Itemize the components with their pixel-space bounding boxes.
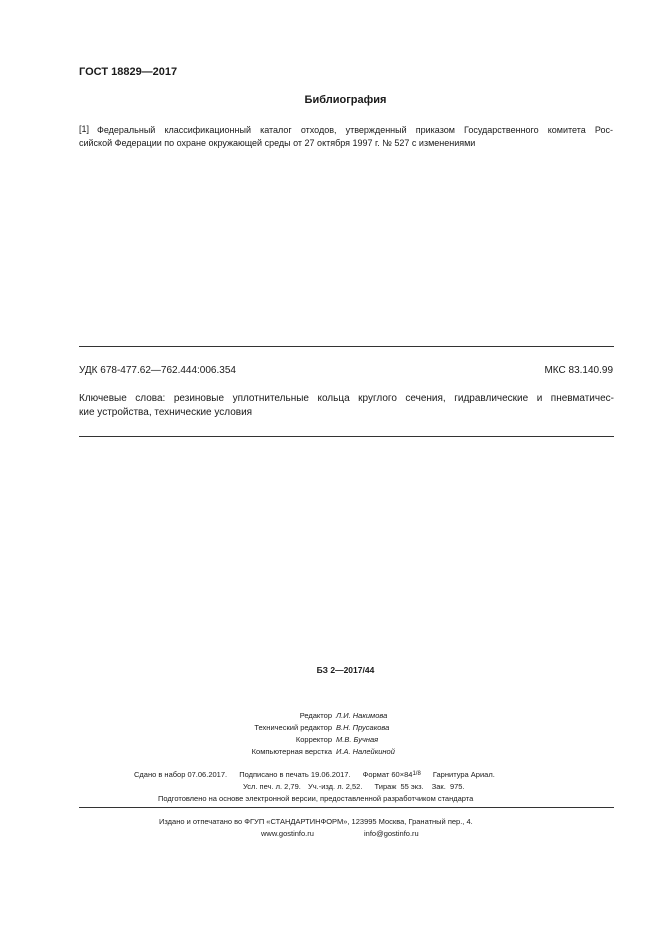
credit-role: Корректор: [295, 735, 332, 744]
mks-code: МКС 83.140.99: [544, 365, 613, 376]
imprint-run: Тираж 55 экз.: [374, 782, 424, 791]
imprint-line-2: [243, 782, 465, 791]
bibliography-entry-line-1: Федеральный классификационный каталог отходов, утвержденный приказом Государственного комитета Рос-: [97, 125, 613, 135]
keywords: [79, 392, 614, 420]
bibliography-title: Библиография: [304, 94, 387, 106]
divider-bottom: [79, 807, 614, 808]
bz-number: БЗ 2—2017/44: [316, 665, 375, 675]
imprint-sheets: Усл. печ. л. 2,79.: [243, 782, 301, 791]
credit-name: И.А. Налейкиной: [336, 747, 395, 756]
imprint-format-fraction: 1/8: [412, 771, 421, 777]
credit-layout: [212, 747, 395, 756]
imprint-signed: Подписано в печать 19.06.2017.: [239, 770, 351, 779]
email-link[interactable]: info@gostinfo.ru: [364, 829, 419, 838]
credit-name: В.Н. Прусакова: [336, 723, 390, 732]
credit-role: Компьютерная верстка: [251, 747, 332, 756]
credit-role: Технический редактор: [254, 723, 332, 732]
imprint-format: Формат 60×84: [362, 770, 413, 779]
bibliography-entry-number: [1]: [79, 124, 90, 134]
imprint-typeface: Гарнитура Ариал.: [432, 770, 495, 779]
divider-middle: [79, 436, 614, 437]
keywords-line-2: кие устройства, технические условия: [79, 407, 253, 418]
imprint-line-3: Подготовлено на основе электронной версии, предоставленной разработчиком стандарта: [158, 794, 474, 803]
bibliography-entry-text: [79, 124, 613, 149]
publisher-line: Издано и отпечатано во ФГУП «СТАНДАРТИНФОРМ», 123995 Москва, Гранатный пер., 4.: [159, 817, 473, 826]
credit-name: М.В. Бучная: [336, 735, 379, 744]
credit-name: Л.И. Накимова: [336, 711, 388, 720]
imprint-line-1: [134, 770, 495, 779]
bibliography-entry-line-2: сийской Федерации по охране окружающей среды от 27 октября 1997 г. № 527 с изменениями: [79, 137, 476, 148]
credit-editor: [212, 711, 387, 720]
credit-tech-editor: [212, 723, 389, 732]
divider-top: [79, 346, 614, 347]
credit-role: Редактор: [299, 711, 332, 720]
keywords-line-1: Ключевые слова: резиновые уплотнительные кольца круглого сечения, гидравлические и пневматичес-: [79, 393, 614, 404]
credit-proofreader: [212, 735, 378, 744]
imprint-order: Зак. 975.: [431, 782, 465, 791]
document-code: ГОСТ 18829—2017: [79, 66, 178, 78]
udk-code: УДК 678-477.62—762.444:006.354: [79, 365, 236, 376]
website-link[interactable]: www.gostinfo.ru: [261, 829, 314, 838]
imprint-sent: Сдано в набор 07.06.2017.: [134, 770, 228, 779]
imprint-pub-sheets: Уч.-изд. л. 2,52.: [307, 782, 363, 791]
